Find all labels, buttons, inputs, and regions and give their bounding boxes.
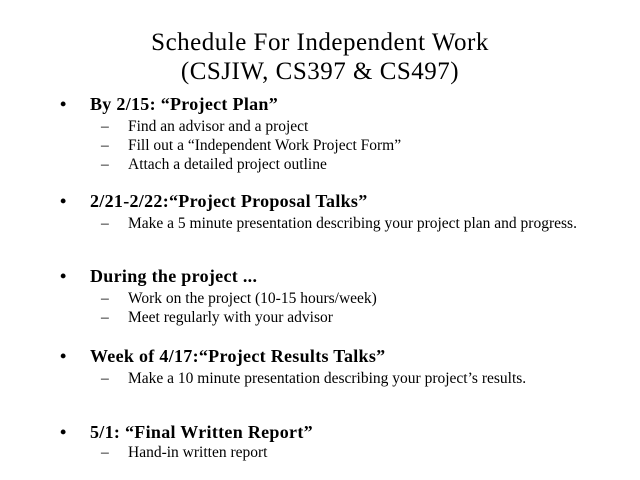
dash-icon: –	[101, 118, 109, 135]
dash-icon: –	[101, 444, 109, 461]
dash-icon: –	[101, 370, 109, 387]
dash-icon: –	[101, 137, 109, 154]
bullet-icon: •	[60, 94, 67, 114]
section-heading: By 2/15: “Project Plan”	[90, 94, 279, 114]
slide-title	[0, 28, 640, 86]
dash-icon: –	[101, 290, 109, 307]
slide: Schedule For Independent Work (CSJIW, CS397 & CS497) • By 2/15: “Project Plan” – Find an advisor and a project – Fill out a “Independent Work Project Form” – Attach a detailed project outline • 2/21-2/22:“Project Proposal Talks” – Make a 5 minute presentation describing your project plan and progress. • During the project ... – Work on the project (10-15 hours/week) – Meet regularly with your advisor • Week of 4/17:“Project Results Talks” – Make a 10 minute presentation describing your project’s results. • 5/1: “Final Written Report” – Hand-in written report	[0, 0, 640, 480]
bullet-icon: •	[60, 266, 67, 286]
dash-icon: –	[101, 215, 109, 232]
dash-icon: –	[101, 309, 109, 326]
section-heading: 2/21-2/22:“Project Proposal Talks”	[90, 191, 368, 211]
title-line-2: (CSJIW, CS397 & CS497)	[180, 58, 460, 85]
title-line-1: Schedule For Independent Work	[151, 29, 489, 56]
dash-icon: –	[101, 156, 109, 173]
section-heading: 5/1: “Final Written Report”	[90, 422, 313, 442]
bullet-icon: •	[60, 191, 67, 211]
section-heading: During the project ...	[90, 266, 258, 286]
section-heading: Week of 4/17:“Project Results Talks”	[90, 346, 386, 366]
bullet-icon: •	[60, 422, 67, 442]
bullet-icon: •	[60, 346, 67, 366]
